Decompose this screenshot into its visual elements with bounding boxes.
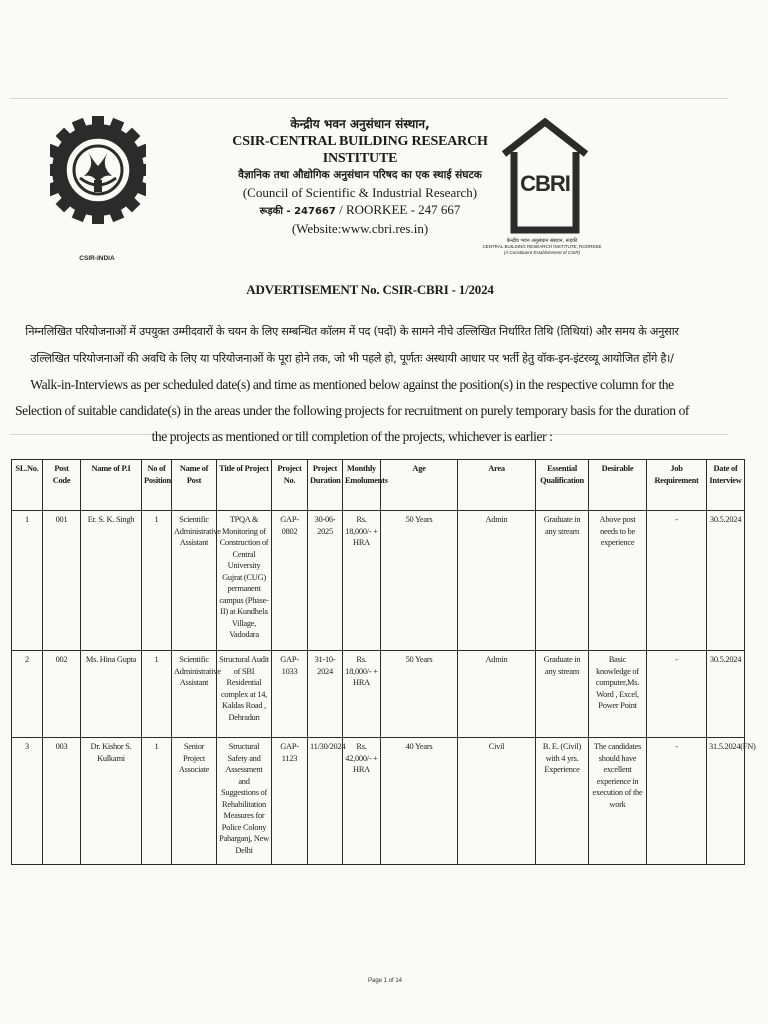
table-cell: 31.5.2024(FN)	[707, 738, 745, 865]
table-cell: The candidates should have excellent experience in execution of the work	[589, 738, 647, 865]
council-line: (Council of Scientific & Industrial Research)	[242, 185, 478, 200]
institute-subtitle-hindi: वैज्ञानिक तथा औद्योगिक अनुसंधान परिषद का एक स्थाई संघटक	[238, 169, 482, 181]
table-cell: 1	[142, 738, 172, 865]
table-cell: Er. S. K. Singh	[81, 511, 142, 651]
table-cell: 40 Years	[381, 738, 458, 865]
table-row	[12, 511, 745, 651]
table-cell: GAP-1033	[272, 651, 308, 738]
csir-india-label: CSIR-INDIA	[79, 255, 115, 262]
column-header: Monthly Emoluments	[343, 460, 381, 511]
table-cell: Senior Project Associate	[172, 738, 217, 865]
cbri-caption-hindi: केन्द्रीय भवन अनुसंधान संस्थान, रूड़की	[506, 238, 578, 244]
table-row	[12, 738, 745, 865]
institute-name-hindi: केन्द्रीय भवन अनुसंधान संस्थान,	[290, 117, 430, 131]
column-header: Age	[381, 460, 458, 511]
column-header: Project No.	[272, 460, 308, 511]
table-cell: 30.5.2024	[707, 651, 745, 738]
column-header: Name of P.I	[81, 460, 142, 511]
column-header: Date of Interview	[707, 460, 745, 511]
address-english: / ROORKEE - 247 667	[339, 202, 461, 217]
table-cell: Admin	[458, 511, 536, 651]
intro-paragraph	[14, 318, 690, 450]
column-header: Post Code	[43, 460, 81, 511]
table-cell: Graduate in any stream	[536, 511, 589, 651]
table-row	[12, 651, 745, 738]
address-hindi: रूड़की - 247667	[259, 206, 336, 217]
table-cell: 001	[43, 511, 81, 651]
table-cell: Scientific Administrative Assistant	[172, 511, 217, 651]
column-header: Desirable	[589, 460, 647, 511]
intro-hindi: निम्नलिखित परियोजनाओं में उपयुक्त उम्मीदवारों के चयन के लिए सम्बन्धित कॉलम में पद (पदों) के सामने नीचे उल्लिखित निर्धारित तिथि (तिथियां) और समय के अनुसार उल्लिखित परियोजनाओं की अवधि के लिए या परियोजनाओं के पूरा होने तक, जो भी पहले हो, पूर्णतः अस्थायी आधार पर भर्ती हेतु वॉक-इन-इंटरव्यू आयोजित होंगे है।/	[25, 325, 679, 365]
table-cell: Ms. Hina Gupta	[81, 651, 142, 738]
table-cell: Civil	[458, 738, 536, 865]
page-footer: Page 1 of 14	[367, 978, 403, 984]
column-header: No of Position	[142, 460, 172, 511]
table-cell: Admin	[458, 651, 536, 738]
table-cell: Above post needs to be experience	[589, 511, 647, 651]
scan-line	[10, 98, 728, 99]
table-cell: 3	[12, 738, 43, 865]
table-cell: 2	[12, 651, 43, 738]
column-header: Project Duration	[308, 460, 343, 511]
table-cell: Rs. 18,000/- + HRA	[343, 651, 381, 738]
table-cell: 50 Years	[381, 511, 458, 651]
column-header: Area	[458, 460, 536, 511]
column-header: Essential Qualification	[536, 460, 589, 511]
table-cell: Rs. 18,000/- + HRA	[343, 511, 381, 651]
column-header: SL.No.	[12, 460, 43, 511]
cbri-caption-english: CENTRAL BUILDING RESEARCH INSTITUTE, ROORKEE	[482, 244, 602, 249]
table-cell: 002	[43, 651, 81, 738]
website-line: (Website:www.cbri.res.in)	[291, 221, 429, 236]
table-cell: -	[647, 651, 707, 738]
cbri-caption-note: (A Constituent Establishment of CSIR)	[503, 250, 581, 255]
table-cell: GAP-1123	[272, 738, 308, 865]
intro-english: Walk-in-Interviews as per scheduled date(s) and time as mentioned below against the position(s) in the respective column for the Selection of suitable candidate(s) in the areas under the following projects for recruitment on purely temporary basis for the duration of the projects as mentioned or till completion of the projects, whichever is earlier :	[15, 377, 689, 444]
table-cell: 31-10-2024	[308, 651, 343, 738]
table-cell: Graduate in any stream	[536, 651, 589, 738]
table-cell: Structural Audit of SBI Residential complex at 14, Kaldas Road , Dehradun	[217, 651, 272, 738]
table-header-row	[12, 460, 745, 511]
positions-table	[11, 459, 756, 865]
table-cell: -	[647, 738, 707, 865]
table-cell: 30-06-2025	[308, 511, 343, 651]
column-header: Title of Project	[217, 460, 272, 511]
institute-header	[210, 116, 510, 237]
cbri-logo-text: CBRI	[520, 171, 570, 196]
table-cell: 1	[142, 511, 172, 651]
table-cell: Rs. 42,000/- + HRA	[343, 738, 381, 865]
table-cell: 1	[142, 651, 172, 738]
table-cell: 11/30/2024	[308, 738, 343, 865]
column-header: Name of Post	[172, 460, 217, 511]
table-cell: 30.5.2024	[707, 511, 745, 651]
institute-name-english: CSIR-CENTRAL BUILDING RESEARCH INSTITUTE	[232, 134, 488, 166]
table-cell: Scientific Administrative Assistant	[172, 651, 217, 738]
table-cell: 50 Years	[381, 651, 458, 738]
advertisement-number: ADVERTISEMENT No. CSIR-CBRI - 1/2024	[246, 282, 494, 297]
table-cell: 1	[12, 511, 43, 651]
table-cell: GAP-0802	[272, 511, 308, 651]
address-line	[210, 201, 510, 220]
table-cell: Structural Safety and Assessment and Suggestions of Rehabilitation Measures for Police Colony Paharganj, New Delhi	[217, 738, 272, 865]
cbri-caption	[472, 238, 612, 256]
column-header: Job Requirement	[647, 460, 707, 511]
table-cell: Basic knowledge of computer,Ms. Word , Excel, Power Point	[589, 651, 647, 738]
table-cell: -	[647, 511, 707, 651]
table-cell: TPQA & Monitoring of Construction of Central University Gujrat (CUG) permanent campus (Phase-II) at Kundhela Village, Vadodara	[217, 511, 272, 651]
table-cell: B. E. (Civil) with 4 yrs. Experience	[536, 738, 589, 865]
table-cell: Dr. Kishor S. Kulkarni	[81, 738, 142, 865]
table-cell: 003	[43, 738, 81, 865]
